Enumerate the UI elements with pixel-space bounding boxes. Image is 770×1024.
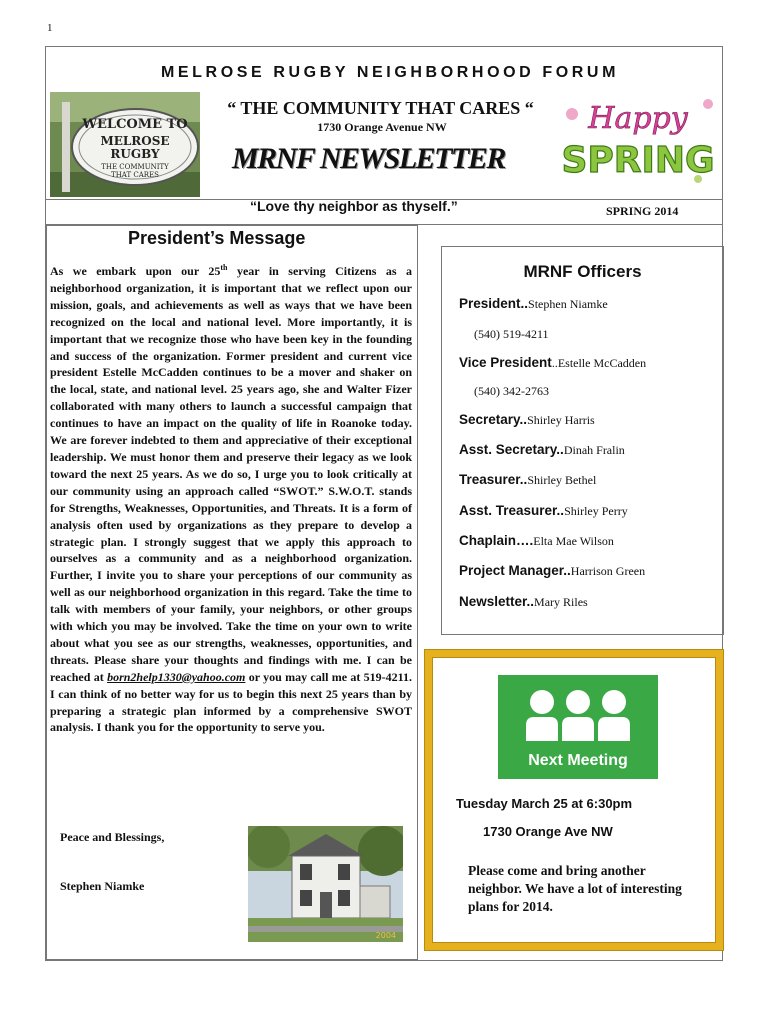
officer-name: Stephen Niamke — [528, 297, 608, 311]
officer-vice-president — [459, 355, 646, 371]
officer-name: Harrison Green — [570, 564, 646, 578]
meeting-date: Tuesday March 25 at 6:30pm — [456, 796, 633, 811]
officer-name: Mary Riles — [534, 595, 588, 609]
officer-name: Elta Mae Wilson — [533, 534, 614, 548]
welcome-sign-photo — [50, 92, 200, 197]
officer-role: Chaplain…. — [459, 533, 534, 548]
officer-role: Newsletter.. — [459, 594, 535, 609]
officer-role: President.. — [459, 296, 529, 311]
officer-name: Shirley Bethel — [527, 473, 597, 487]
spring-word-1: Happy — [588, 101, 688, 136]
officer-name: Dinah Fralin — [563, 443, 625, 457]
signature-name: Stephen Niamke — [60, 879, 145, 893]
ordinal-suffix: th — [220, 263, 228, 272]
officer-secretary — [459, 412, 595, 428]
message-part-1: As we embark upon our 25 — [50, 264, 221, 278]
officer-asst-secretary — [459, 442, 625, 458]
masthead: MELROSE RUGBY NEIGHBORHOOD FORUM — [160, 64, 620, 81]
officer-role: Asst. Secretary.. — [459, 442, 564, 457]
tagline: “ THE COMMUNITY THAT CARES “ — [227, 98, 534, 118]
sign-line-3: RUGBY — [110, 147, 160, 161]
officer-role: Project Manager.. — [459, 563, 571, 578]
officer-phone: (540) 342-2763 — [474, 384, 549, 398]
officer-name: Shirley Harris — [527, 413, 595, 427]
message-part-2: year in serving Citizens as a neighborhood organization, it is important that we reflect upon our mission, goals, and achievements as well as ways that we have been recognized on the local and national level. More importantly, it is important that we recognize those who have been key in the founding and success of the organization. Former president and current vice president Estelle McCadden continues to be a mover and shaker on the local, state, and national level. 25 years ago, she and Walter Fizer collaborated with many others to launch a successful campaign that continues to have an impact on the quality of life in Roanoke today. We are forever indebted to them and appreciative of their exceptional leadership. We must honor them and preserve their legacy as we look toward the next 25 years. As we do so, I urge you to look critically at our community using an approach called “SWOT.” S.W.O.T. stands for Strengths, Weaknesses, Opportunities, and Threats. It is a form of analysis often used by organizations as they prepare to develop a strategic plan. I strongly suggest that we apply this approach to ourselves as a community and as a neighborhood organization. Further, I invite you to share your perceptions of our community as well as our neighborhood organization in this regard. Take the time to talk with members of your family, your neighbors, or other groups with which you may be involved. Take the time on your own to write about what you see as our strengths, weaknesses, opportunities, and threats. Please share your thoughts and findings with me. I can be reached at — [50, 264, 412, 684]
message-part-3: or you may call me at 519-4211. I can think of no better way for us to begin this next 25 years than by preparing a strategic plan informed by a comprehensive SWOT analysis. I thank you for the opportunity to serve you. — [50, 669, 412, 735]
meeting-place: 1730 Orange Ave NW — [483, 824, 613, 839]
officer-asst-treasurer — [459, 503, 628, 519]
officer-role: Vice President — [459, 355, 552, 370]
officer-newsletter — [459, 594, 588, 610]
spring-word-2: SPRING — [561, 140, 715, 181]
officer-treasurer — [459, 472, 596, 488]
photo-date-stamp: 2004 — [375, 931, 396, 940]
officer-role: Treasurer.. — [459, 472, 528, 487]
motto: “Love thy neighbor as thyself.” — [250, 198, 458, 214]
officer-name: Shirley Perry — [564, 504, 628, 518]
issue-season: SPRING 2014 — [606, 204, 679, 218]
next-meeting-label: Next Meeting — [528, 752, 628, 769]
president-message — [50, 260, 412, 736]
page-number: 1 — [47, 22, 53, 34]
header-address: 1730 Orange Avenue NW — [317, 120, 447, 134]
newsletter-title: MRNF NEWSLETTER — [232, 142, 505, 175]
happy-spring-graphic — [558, 84, 718, 196]
sign-line-5: THAT CARES — [111, 171, 159, 179]
officer-chaplain — [459, 533, 614, 549]
sign-line-4: THE COMMUNITY — [101, 163, 169, 171]
officer-project-manager — [459, 563, 645, 579]
house-photo — [248, 826, 403, 942]
sign-line-1: WELCOME TO — [82, 117, 188, 132]
officer-name: ..Estelle McCadden — [551, 356, 647, 370]
officer-role: Asst. Treasurer.. — [459, 503, 565, 518]
president-heading: President’s Message — [128, 228, 306, 248]
sign-line-2: MELROSE — [100, 134, 170, 148]
officer-role: Secretary.. — [459, 412, 528, 427]
officer-president — [459, 296, 608, 312]
email-link[interactable]: born2help1330@yahoo.com — [107, 669, 246, 684]
officers-heading: MRNF Officers — [523, 262, 642, 281]
meeting-note: Please come and bring another neighbor. We have a lot of interesting plans for 2014. — [468, 863, 682, 914]
officer-phone: (540) 519-4211 — [474, 327, 549, 341]
closing-line: Peace and Blessings, — [60, 830, 165, 844]
